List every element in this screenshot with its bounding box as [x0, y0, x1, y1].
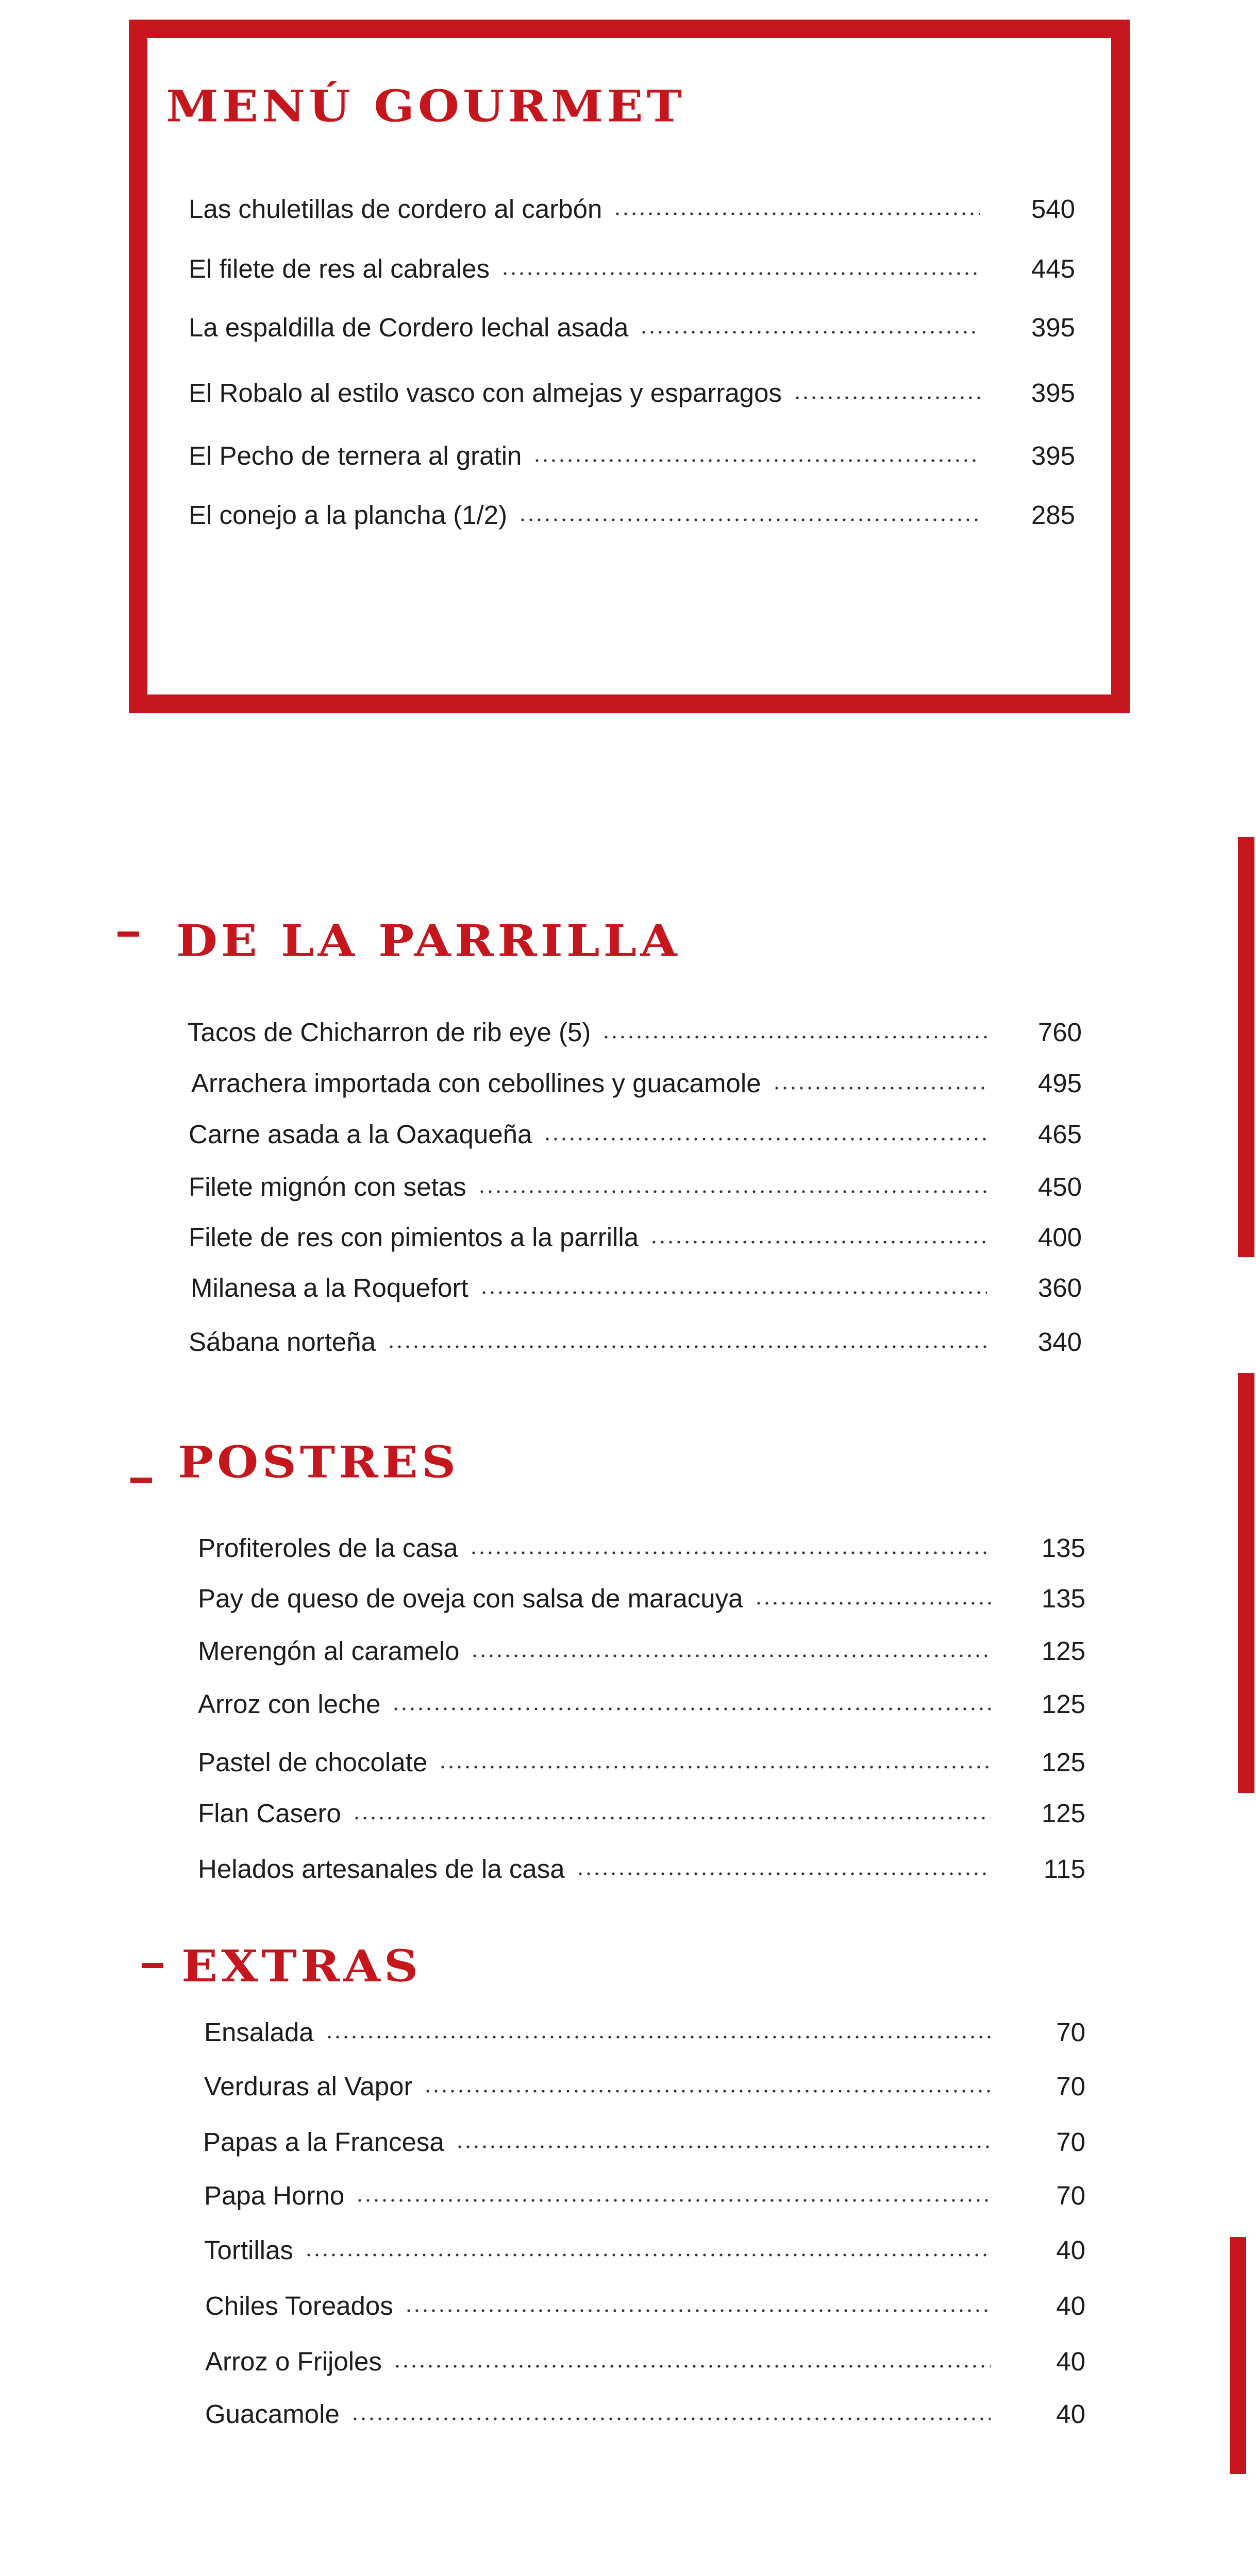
menu-item	[205, 2399, 1085, 2430]
item-price: 445	[1031, 254, 1075, 283]
parrilla-title: DE LA PARRILLA	[176, 915, 681, 967]
item-price: 125	[1041, 1748, 1085, 1777]
item-name: El filete de res al cabrales	[189, 254, 490, 283]
postres-title: POSTRES	[178, 1436, 460, 1488]
item-price: 465	[1037, 1120, 1082, 1149]
item-price: 495	[1037, 1069, 1082, 1098]
dot-leader	[392, 1706, 991, 1711]
item-price: 360	[1037, 1273, 1082, 1302]
menu-item	[189, 194, 1075, 225]
item-price: 125	[1041, 1636, 1085, 1666]
dot-leader	[518, 517, 980, 522]
extras-title: EXTRAS	[181, 1940, 422, 1992]
item-name: Flan Casero	[198, 1799, 341, 1828]
menu-item	[198, 1533, 1085, 1564]
menu-item	[198, 1583, 1085, 1614]
side-accent-bar	[1238, 1373, 1254, 1793]
menu-item	[204, 2180, 1085, 2211]
item-price: 125	[1041, 1799, 1085, 1828]
item-price: 70	[1056, 2018, 1085, 2047]
item-name: Verduras al Vapor	[204, 2072, 413, 2101]
dot-leader	[353, 1816, 991, 1821]
item-price: 340	[1037, 1327, 1082, 1357]
section-dash	[130, 1478, 152, 1483]
item-price: 40	[1056, 2291, 1085, 2320]
gourmet-title: MENÚ GOURMET	[166, 80, 686, 132]
menu-item	[189, 440, 1075, 471]
dot-leader	[356, 2198, 991, 2203]
item-price: 70	[1056, 2181, 1085, 2210]
dot-leader	[305, 2252, 991, 2258]
item-name: Carne asada a la Oaxaqueña	[189, 1120, 532, 1149]
menu-item	[191, 1273, 1082, 1303]
item-price: 540	[1031, 194, 1075, 224]
dot-leader	[471, 1653, 991, 1658]
menu-item	[189, 253, 1075, 284]
menu-item	[205, 2346, 1085, 2377]
item-price: 40	[1056, 2399, 1085, 2429]
item-name: Milanesa a la Roquefort	[191, 1273, 468, 1302]
menu-item	[204, 2235, 1085, 2266]
menu-item	[189, 1327, 1082, 1358]
menu-item	[198, 1689, 1085, 1720]
item-price: 125	[1041, 1689, 1085, 1719]
dot-leader	[613, 211, 980, 216]
dot-leader	[387, 1344, 987, 1349]
item-price: 400	[1037, 1223, 1082, 1252]
side-accent-bar	[1230, 2237, 1246, 2474]
item-name: Helados artesanales de la casa	[198, 1854, 565, 1884]
menu-item	[189, 1119, 1082, 1150]
item-name: Sábana norteña	[189, 1327, 376, 1357]
dot-leader	[470, 1550, 991, 1555]
dot-leader	[351, 2416, 991, 2421]
side-accent-bar	[1238, 837, 1254, 1257]
item-name: Papas a la Francesa	[203, 2127, 444, 2157]
menu-item	[204, 2071, 1085, 2102]
dot-leader	[393, 2364, 991, 2369]
item-price: 40	[1056, 2235, 1085, 2265]
item-price: 450	[1037, 1172, 1082, 1201]
item-name: El Pecho de ternera al gratin	[189, 441, 522, 470]
menu-item	[188, 1017, 1082, 1048]
dot-leader	[773, 1086, 987, 1091]
menu-item	[198, 1854, 1085, 1885]
dot-leader	[755, 1601, 991, 1606]
item-price: 40	[1056, 2347, 1085, 2376]
menu-item	[189, 378, 1075, 409]
item-name: Guacamole	[205, 2399, 340, 2429]
item-price: 395	[1031, 441, 1075, 470]
item-name: Arrachera importada con cebollines y guacamole	[191, 1069, 761, 1098]
menu-item	[198, 1747, 1085, 1778]
item-name: Filete mignón con setas	[189, 1172, 466, 1201]
dot-leader	[640, 330, 980, 335]
dot-leader	[501, 271, 980, 276]
menu-item	[198, 1798, 1085, 1829]
item-name: Papa Horno	[204, 2181, 345, 2210]
item-name: Merengón al caramelo	[198, 1636, 460, 1666]
menu-item	[205, 2291, 1085, 2321]
item-name: Chiles Toreados	[205, 2291, 393, 2320]
menu-item	[189, 500, 1075, 531]
menu-item	[204, 2017, 1085, 2048]
dot-leader	[543, 1137, 987, 1142]
item-name: El Robalo al estilo vasco con almejas y esparragos	[189, 378, 782, 408]
item-name: Arroz o Frijoles	[205, 2347, 382, 2376]
dot-leader	[478, 1189, 987, 1194]
item-price: 760	[1037, 1018, 1082, 1047]
item-name: Ensalada	[204, 2018, 314, 2047]
item-price: 135	[1041, 1533, 1085, 1563]
item-price: 395	[1031, 313, 1075, 342]
menu-item	[198, 1636, 1085, 1667]
dot-leader	[533, 458, 980, 463]
menu-item	[203, 2127, 1085, 2158]
dot-leader	[650, 1240, 987, 1245]
item-name: Tacos de Chicharron de rib eye (5)	[188, 1018, 591, 1047]
dot-leader	[480, 1290, 987, 1295]
dot-leader	[439, 1765, 991, 1770]
menu-item	[189, 1172, 1082, 1202]
item-name: Tortillas	[204, 2235, 293, 2265]
dot-leader	[602, 1035, 987, 1040]
dot-leader	[456, 2144, 991, 2149]
dot-leader	[793, 395, 980, 400]
item-name: Pay de queso de oveja con salsa de maracuya	[198, 1584, 743, 1613]
item-name: Pastel de chocolate	[198, 1748, 428, 1777]
item-name: Las chuletillas de cordero al carbón	[189, 194, 602, 224]
menu-item	[189, 312, 1075, 343]
item-name: Profiteroles de la casa	[198, 1533, 458, 1563]
item-price: 395	[1031, 378, 1075, 408]
item-price: 285	[1031, 500, 1075, 530]
menu-item	[189, 1222, 1082, 1253]
dot-leader	[405, 2308, 991, 2313]
section-dash	[142, 1963, 163, 1968]
item-name: Arroz con leche	[198, 1689, 381, 1719]
item-name: El conejo a la plancha (1/2)	[189, 500, 508, 530]
item-price: 70	[1056, 2072, 1085, 2101]
menu-item	[191, 1068, 1082, 1099]
dot-leader	[576, 1871, 991, 1876]
item-price: 70	[1056, 2127, 1085, 2157]
item-name: La espaldilla de Cordero lechal asada	[189, 313, 629, 342]
item-price: 115	[1043, 1854, 1085, 1884]
item-price: 135	[1041, 1584, 1085, 1613]
item-name: Filete de res con pimientos a la parrilla	[189, 1223, 639, 1252]
section-dash	[118, 931, 139, 937]
dot-leader	[424, 2089, 991, 2094]
dot-leader	[325, 2035, 991, 2040]
